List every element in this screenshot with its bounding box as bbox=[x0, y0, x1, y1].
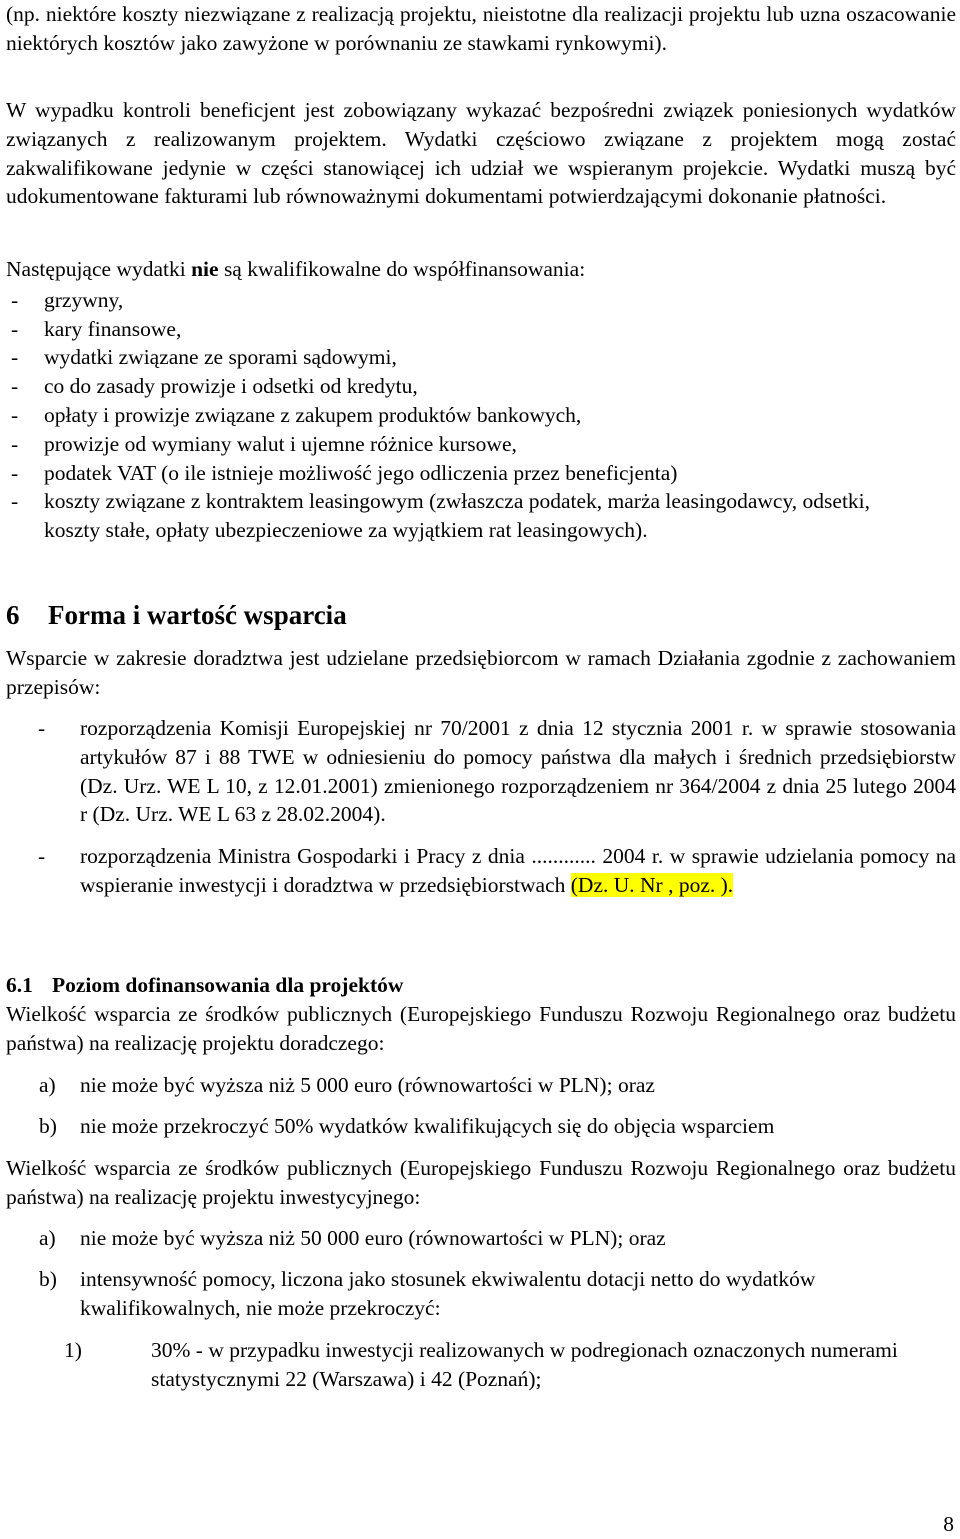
list-item: - kary finansowe, bbox=[11, 316, 182, 341]
regulations-list bbox=[6, 714, 956, 900]
list-item: - rozporządzenia Ministra Gospodarki i Pracy z dnia ............ 2004 r. w sprawie udzielania pomocy na wspieranie inwestycji i doradztwa w przedsiębiorstwach (Dz. U. Nr , poz. ). bbox=[38, 844, 956, 897]
nie-bold: nie bbox=[191, 257, 219, 281]
paragraph-np: (np. niektóre koszty niezwiązane z realizacją projektu, nieistotne dla realizacji projektu lub uzna oszacowanie niektórych kosztów jako zawyżone w porównaniu ze stawkami rynkowymi). bbox=[6, 2, 956, 55]
list-item: - wydatki związane ze sporami sądowymi, bbox=[11, 345, 397, 370]
highlighted-citation: (Dz. U. Nr , poz. ). bbox=[570, 872, 734, 897]
paragraph-ineligible-intro: Następujące wydatki nie są kwalifikowalne do współfinansowania: bbox=[6, 257, 586, 281]
list-item: - grzywny, bbox=[11, 287, 124, 312]
list-item: - prowizje od wymiany walut i ujemne różnice kursowe, bbox=[11, 431, 517, 456]
ineligible-list bbox=[6, 286, 956, 545]
paragraph-inwestycyjny: Wielkość wsparcia ze środków publicznych (Europejskiego Funduszu Rozwoju Regionalnego oraz budżetu państwa) na realizację projektu inwestycyjnego: bbox=[6, 1156, 956, 1209]
investment-conditions-list bbox=[6, 1224, 956, 1322]
list-item: - rozporządzenia Komisji Europejskiej nr 70/2001 z dnia 12 stycznia 2001 r. w sprawie stosowania artykułów 87 i 88 TWE w odniesieniu do pomocy państwa dla małych i średnich przedsiębiorstw (Dz. Urz. WE L 10, z 12.01.2001) zmienionego rozporządzeniem nr 364/2004 z dnia 25 lutego 2004 r (Dz. Urz. WE L 63 z 28.02.2004). bbox=[38, 716, 956, 827]
ineligible-expenses-section bbox=[6, 255, 956, 545]
paragraph-doradczy: Wielkość wsparcia ze środków publicznych (Europejskiego Funduszu Rozwoju Regionalnego oraz budżetu państwa) na realizację projektu doradczego: bbox=[6, 1002, 956, 1055]
list-item: b) nie może przekroczyć 50% wydatków kwalifikujących się do objęcia wsparciem bbox=[39, 1113, 775, 1138]
paragraph-kontrola: W wypadku kontroli beneficjent jest zobowiązany wykazać bezpośredni związek poniesionych wydatków związanych z realizowanym projektem. Wydatki częściowo związane z projektem mogą zostać zakwalifikowane jedynie w części stanowiącej ich udział we wspieranym projekcie. Wydatki muszą być udokumentowane fakturami lub równoważnymi dokumentami potwierdzającymi dokonanie płatności. bbox=[6, 98, 956, 209]
list-item: - podatek VAT (o ile istnieje możliwość jego odliczenia przez beneficjenta) bbox=[11, 460, 678, 485]
section-heading-6-1: 6.1 Poziom dofinansowania dla projektów bbox=[6, 973, 404, 997]
list-item: 1) 30% - w przypadku inwestycji realizowanych w podregionach oznaczonych numerami statystycznymi 22 (Warszawa) i 42 (Poznań); bbox=[64, 1338, 898, 1391]
list-item: a) nie może być wyższa niż 5 000 euro (równowartości w PLN); oraz bbox=[39, 1073, 655, 1097]
section-heading-6: 6 Forma i wartość wsparcia bbox=[6, 600, 347, 630]
intensity-list bbox=[6, 1336, 956, 1394]
list-item: - opłaty i prowizje związane z zakupem produktów bankowych, bbox=[11, 402, 582, 427]
list-item: - co do zasady prowizje i odsetki od kredytu, bbox=[11, 374, 418, 399]
list-item: - koszty związane z kontraktem leasingowym (zwłaszcza podatek, marża leasingodawcy, odsetki, koszty stałe, opłaty ubezpieczeniowe za wyjątkiem rat leasingowych). bbox=[11, 489, 871, 543]
page-number: 8 bbox=[943, 1512, 954, 1536]
advisory-conditions-list bbox=[6, 1071, 956, 1141]
list-item: a) nie może być wyższa niż 50 000 euro (równowartości w PLN); oraz bbox=[39, 1226, 666, 1250]
paragraph-wsparcie: Wsparcie w zakresie doradztwa jest udzielane przedsiębiorcom w ramach Działania zgodnie z zachowaniem przepisów: bbox=[6, 646, 956, 699]
list-item: b) intensywność pomocy, liczona jako stosunek ekwiwalentu dotacji netto do wydatków kwalifikowalnych, nie może przekroczyć: bbox=[39, 1266, 816, 1320]
